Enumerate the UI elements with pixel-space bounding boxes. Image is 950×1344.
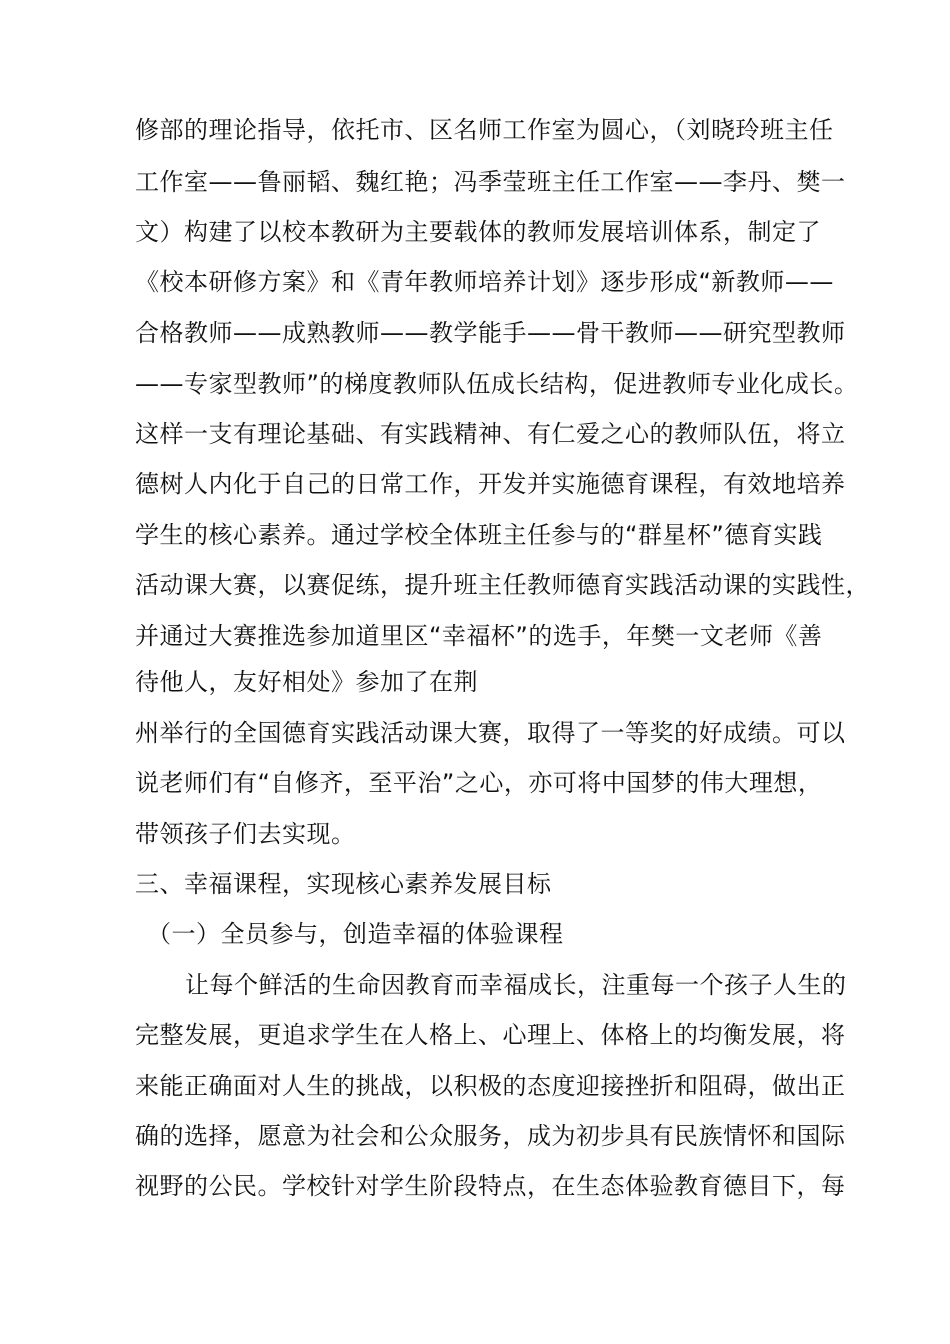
text-line: 这样一支有理论基础、有实践精神、有仁爱之心的教师队伍，将立: [135, 420, 846, 448]
text-line: 确的选择，愿意为社会和公众服务，成为初步具有民族情怀和国际: [135, 1122, 846, 1150]
text-line: 待他人，友好相处》参加了在荆: [135, 668, 478, 696]
text-line: 工作室——鲁丽韬、魏红艳；冯季莹班主任工作室——李丹、樊一: [135, 168, 846, 196]
text-line: 州举行的全国德育实践活动课大赛，取得了一等奖的好成绩。可以: [135, 719, 846, 747]
text-line: 带领孩子们去实现。: [135, 820, 356, 848]
text-line: 修部的理论指导，依托市、区名师工作室为圆心，（刘晓玲班主任: [135, 116, 834, 144]
text-line: 来能正确面对人生的挑战，以积极的态度迎接挫折和阻碍，做出正: [135, 1072, 846, 1100]
text-line: 德树人内化于自己的日常工作，开发并实施德育课程，有效地培养: [135, 470, 846, 498]
text-line: 合格教师——成熟教师——教学能手——骨干教师——研究型教师: [135, 319, 846, 347]
text-line: 学生的核心素养。通过学校全体班主任参与的“群星杯”德育实践: [135, 521, 823, 549]
paragraph-first-line: 让每个鲜活的生命因教育而幸福成长，注重每一个孩子人生的: [185, 971, 847, 999]
text-line: 《校本研修方案》和《青年教师培养计划》逐步形成“新教师——: [135, 268, 834, 296]
text-line: 活动课大赛，以赛促练，提升班主任教师德育实践活动课的实践性，: [135, 571, 870, 599]
text-line: 说老师们有“自修齐，至平治”之心，亦可将中国梦的伟大理想，: [135, 769, 823, 797]
text-line: 视野的公民。学校针对学生阶段特点，在生态体验教育德目下，每: [135, 1172, 846, 1200]
text-line: 并通过大赛推选参加道里区“幸福杯”的选手，年樊一文老师《善: [135, 622, 823, 650]
section-heading: 三、幸福课程，实现核心素养发展目标: [135, 870, 552, 898]
subsection-heading: （一）全员参与，创造幸福的体验课程: [147, 920, 564, 948]
text-line: 完整发展，更追求学生在人格上、心理上、体格上的均衡发展，将: [135, 1021, 846, 1049]
text-line: ——专家型教师”的梯度教师队伍成长结构，促进教师专业化成长。: [135, 370, 859, 398]
text-line: 文）构建了以校本教研为主要载体的教师发展培训体系，制定了: [135, 218, 821, 246]
